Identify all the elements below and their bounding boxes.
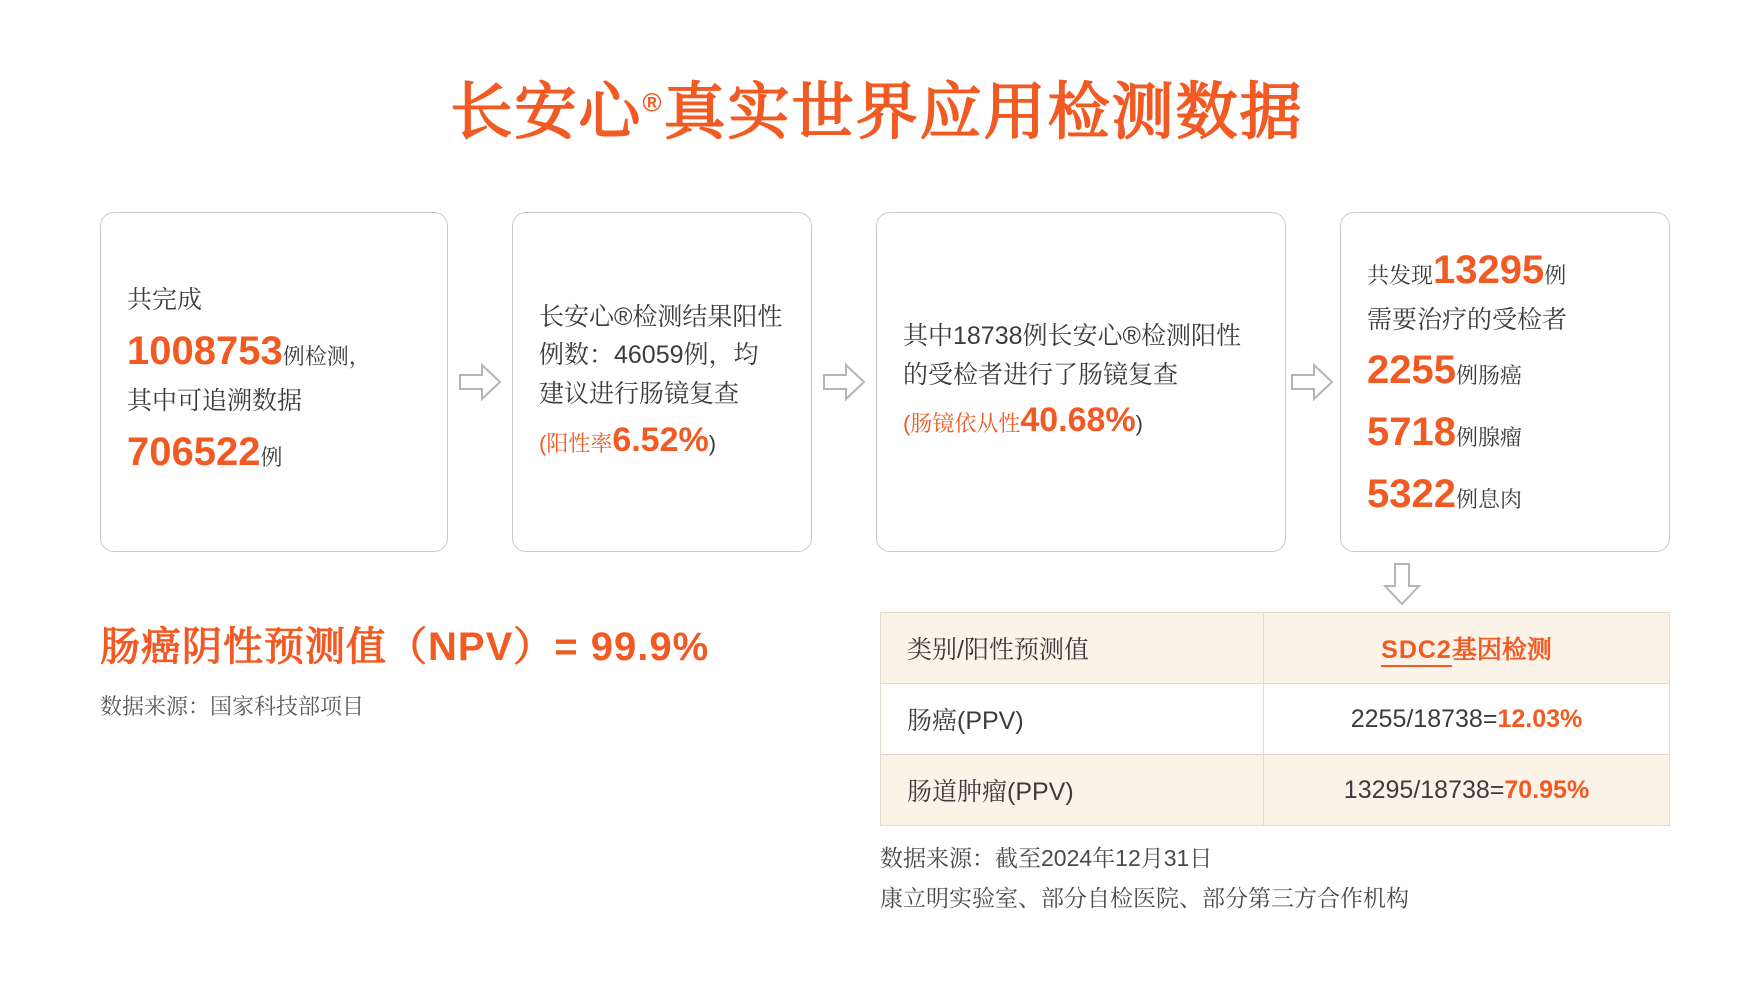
table-source-line2: 康立明实验室、部分自检医院、部分第三方合作机构 xyxy=(880,885,1409,912)
box4-cancer-number: 2255 xyxy=(1367,348,1456,393)
row-cancer-value xyxy=(1264,684,1670,755)
box4-polyp-suffix: 例息肉 xyxy=(1455,487,1522,513)
page-title-after: 真实世界应用检测数据 xyxy=(663,78,1304,147)
box4-line5 xyxy=(1367,463,1643,525)
box1-total-number: 1008753 xyxy=(127,329,283,373)
npv-source: 数据来源：国家科技部项目 xyxy=(100,694,365,719)
row-cancer-label: 肠癌(PPV) xyxy=(881,684,1264,755)
box3-compliance-suffix: ) xyxy=(1135,411,1143,437)
table-row xyxy=(881,684,1670,755)
table-row xyxy=(881,755,1670,826)
box3-line1: 其中18738例长安心®检测阳性 xyxy=(903,321,1241,350)
npv-statement: 肠癌阴性预测值（NPV）= 99.9% xyxy=(100,625,710,669)
box2-line1: 长安心®检测结果阳性 xyxy=(539,302,783,331)
box1-traceable-number: 706522 xyxy=(127,429,261,474)
box4-found-suffix: 例 xyxy=(1544,262,1567,288)
row-tumor-label: 肠道肿瘤(PPV) xyxy=(881,755,1264,826)
box4-cancer-suffix: 例肠癌 xyxy=(1455,363,1522,389)
flow-arrow-icon-3 xyxy=(1290,362,1334,402)
row-cancer-ratio: 2255/18738= xyxy=(1350,704,1498,733)
box-total-tests xyxy=(100,212,448,552)
box1-traceable-suffix: 例 xyxy=(260,444,283,470)
table-header-row xyxy=(881,613,1670,684)
table-source-line1: 数据来源：截至2024年12月31日 xyxy=(880,845,1213,871)
box4-line1 xyxy=(1367,239,1643,301)
table-header-category: 类别/阳性预测值 xyxy=(881,613,1264,684)
box4-line4 xyxy=(1367,401,1643,463)
page-title xyxy=(0,62,1754,151)
row-tumor-ratio: 13295/18738= xyxy=(1343,775,1505,804)
box2-line4 xyxy=(539,414,785,467)
box1-line3: 其中可追溯数据 xyxy=(127,387,303,415)
box2-rate-suffix: ) xyxy=(708,430,717,456)
box3-compliance-value: 40.68% xyxy=(1020,401,1136,440)
box4-found-prefix: 共发现 xyxy=(1367,262,1434,288)
box4-line3 xyxy=(1367,339,1643,401)
box3-compliance-prefix: (肠镜依从性 xyxy=(903,411,1021,437)
box1-line4 xyxy=(127,421,421,483)
flow-arrow-icon-1 xyxy=(458,362,502,402)
box-positive-results xyxy=(512,212,812,552)
box2-rate-prefix: (阳性率 xyxy=(539,430,613,456)
sdc2-gene-suffix: 基因检测 xyxy=(1451,636,1552,664)
box-findings xyxy=(1340,212,1670,552)
table-header-gene xyxy=(1264,613,1670,684)
flow-arrow-icon-2 xyxy=(822,362,866,402)
box4-adenoma-suffix: 例腺瘤 xyxy=(1455,425,1522,451)
box2-line2: 例数：46059例，均 xyxy=(539,341,759,370)
sdc2-gene-name: SDC2 xyxy=(1381,636,1452,667)
ppv-table xyxy=(880,612,1670,826)
box4-adenoma-number: 5718 xyxy=(1367,410,1456,455)
box-colonoscopy xyxy=(876,212,1286,552)
row-tumor-pct: 70.95% xyxy=(1504,775,1590,804)
flow-diagram xyxy=(100,212,1670,552)
flow-arrow-down-icon xyxy=(1382,562,1422,606)
box1-line1: 共完成 xyxy=(127,286,203,315)
table-source xyxy=(880,838,1409,919)
box3-line2: 的受检者进行了肠镜复查 xyxy=(903,360,1179,389)
box2-rate-value: 6.52% xyxy=(612,420,709,459)
table-header-gene-label xyxy=(1381,636,1552,667)
row-cancer-pct: 12.03% xyxy=(1497,704,1583,733)
page-title-before: 长安心 xyxy=(450,78,643,147)
registered-mark: ® xyxy=(642,87,664,118)
box4-line2: 需要治疗的受检者 xyxy=(1367,305,1568,334)
row-tumor-value xyxy=(1264,755,1670,826)
box4-polyp-number: 5322 xyxy=(1367,472,1456,517)
box3-line3 xyxy=(903,394,1259,447)
box2-line3: 建议进行肠镜复查 xyxy=(539,380,740,409)
box1-total-suffix: 例检测， xyxy=(282,344,371,369)
box1-line2 xyxy=(127,320,421,382)
box4-found-number: 13295 xyxy=(1433,247,1545,292)
